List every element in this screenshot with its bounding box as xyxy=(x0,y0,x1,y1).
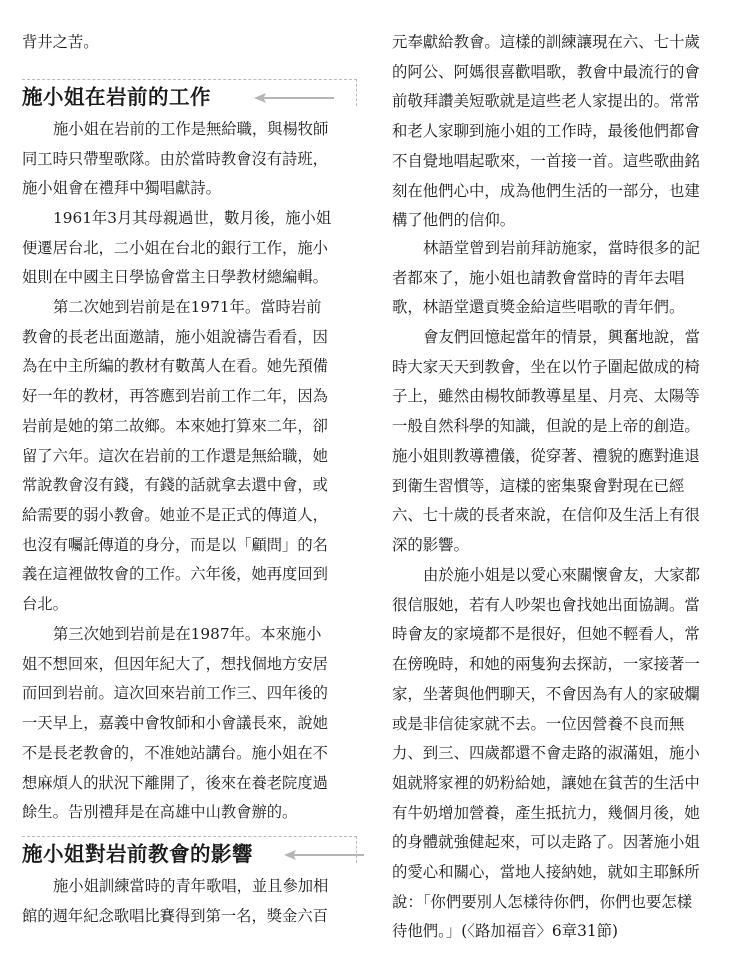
paragraph-line: 的愛心和關心，當地人接納她，就如主耶穌所 xyxy=(392,863,700,881)
paragraph-line: 第三次她到岩前是在1987年。本來施小 xyxy=(53,625,322,643)
paragraph-line: 義在這裡做牧會的工作。六年後，她再度回到 xyxy=(22,565,328,584)
paragraph-line: 的阿公、阿媽很喜歡唱歌，教會中最流行的會 xyxy=(392,62,700,81)
paragraph-line: 或是非信徒家就不去。一位因營養不良而無 xyxy=(392,714,685,733)
paragraph-line: 和老人家聊到施小姐的工作時，最後他們都會 xyxy=(392,122,700,141)
paragraph-line: 一般自然科學的知識，但說的是上帝的創造。 xyxy=(392,417,700,436)
paragraph-line: 深的影響。 xyxy=(392,535,469,554)
paragraph-line: 施小姐則教導禮儀，從穿著、禮貌的應對進退 xyxy=(392,446,700,465)
paragraph-line: 台北。 xyxy=(22,595,68,613)
paragraph-line: 餘生。告別禮拜是在高雄中山教會辦的。 xyxy=(22,803,298,822)
paragraph-line: 元奉獻給教會。這樣的訓練讓現在六、七十歲 xyxy=(392,33,700,51)
paragraph-line: 說：「你們要別人怎樣待你們，你們也要怎樣 xyxy=(392,892,693,911)
paragraph-line: 歌，林語堂還貢獎金給這些唱歌的青年們。 xyxy=(392,298,685,317)
paragraph-line: 岩前是她的第二故鄉。本來她打算來二年，卻 xyxy=(22,416,328,435)
paragraph-line: 時會友的家境都不是很好，但她不輕看人，常 xyxy=(392,625,700,644)
paragraph-line: 好一年的教材，再答應到岩前工作二年，因為 xyxy=(22,387,328,406)
section-heading-work: 施小姐在岩前的工作 xyxy=(22,85,211,109)
paragraph-line: 刻在他們心中，成為他們生活的一部分，也建 xyxy=(392,181,700,200)
paragraph-line: 子上，雖然由楊牧師教導星星、月亮、太陽等 xyxy=(392,387,700,406)
paragraph-line: 同工時只帶聖歌隊。由於當時教會沒有詩班， xyxy=(22,149,328,168)
paragraph-line: 待他們。」(〈路加福音〉6章31節) xyxy=(392,922,619,941)
paragraph-line: 想麻煩人的狀況下離開了，後來在養老院度過 xyxy=(22,773,328,792)
paragraph-line: 會友們回憶起當年的情景，興奮地說，當 xyxy=(423,328,701,346)
paragraph-line: 很信服她，若有人吵架也會找她出面協調。當 xyxy=(392,595,700,614)
arrow-left-icon xyxy=(254,92,334,104)
paragraph-line: 不是長老教會的，不准她站講台。施小姐在不 xyxy=(22,743,328,762)
paragraph-line: 姐則在中國主日學協會當主日學教材總編輯。 xyxy=(22,268,328,287)
paragraph-line: 留了六年。這次在岩前的工作還是無給職，她 xyxy=(22,446,328,465)
paragraph-line: 背井之苦。 xyxy=(22,33,99,51)
paragraph-line: 的身體就強健起來，可以走路了。因著施小姐 xyxy=(392,833,700,852)
paragraph-line: 施小姐訓練當時的青年歌唱，並且參加相 xyxy=(53,877,329,895)
paragraph-line: 1961年3月其母親過世，數月後，施小姐 xyxy=(53,209,332,227)
paragraph-line: 在傍晚時，和她的兩隻狗去探訪，一家接著一 xyxy=(392,655,700,674)
paragraph-line: 不自覺地唱起歌來，一首接一首。這些歌曲銘 xyxy=(392,151,700,170)
paragraph-line: 構了他們的信仰。 xyxy=(392,211,516,230)
paragraph-line: 家，坐著與他們聊天，不會因為有人的家破爛 xyxy=(392,684,700,703)
arrow-left-icon xyxy=(284,849,364,861)
paragraph-line: 者都來了，施小姐也請教會當時的青年去唱 xyxy=(392,268,685,287)
paragraph-line: 也沒有囑託傳道的身分，而是以「顧問」的名 xyxy=(22,535,328,554)
paragraph-line: 為在中主所編的教材有數萬人在看。她先預備 xyxy=(22,357,328,376)
paragraph-line: 姐就將家裡的奶粉給她，讓她在貧苦的生活中 xyxy=(392,773,700,792)
paragraph-line: 教會的長老出面邀請，施小姐說禱告看看，因 xyxy=(22,327,328,346)
paragraph-line: 常說教會沒有錢，有錢的話就拿去還中會，或 xyxy=(22,476,328,495)
paragraph-line: 施小姐在岩前的工作是無給職，與楊牧師 xyxy=(53,120,329,138)
paragraph-line: 而回到岩前。這次回來岩前工作三、四年後的 xyxy=(22,684,328,703)
paragraph-line: 力、到三、四歲都還不會走路的淑滿姐，施小 xyxy=(392,744,700,763)
paragraph-line: 時大家天天到教會，坐在以竹子圍起做成的椅 xyxy=(392,357,700,376)
paragraph-line: 給需要的弱小教會。她並不是正式的傳道人， xyxy=(22,505,328,524)
paragraph-line: 到衛生習慣等，這樣的密集聚會對現在已經 xyxy=(392,476,685,495)
paragraph-line: 前敬拜讚美短歌就是這些老人家提出的。常常 xyxy=(392,92,700,111)
section-heading-influence: 施小姐對岩前教會的影響 xyxy=(22,842,253,866)
paragraph-line: 由於施小姐是以愛心來關懷會友，大家都 xyxy=(423,566,701,584)
paragraph-line: 林語堂曾到岩前拜訪施家，當時很多的記 xyxy=(423,239,701,257)
paragraph-line: 六、七十歲的長者來說，在信仰及生活上有很 xyxy=(392,506,700,525)
paragraph-line: 施小姐會在禮拜中獨唱獻詩。 xyxy=(22,179,221,198)
paragraph-line: 有牛奶增加營養，產生抵抗力，幾個月後，她 xyxy=(392,803,700,822)
paragraph-line: 館的週年紀念歌唱比賽得到第一名，獎金六百 xyxy=(22,906,328,925)
paragraph-line: 姐不想回來，但因年紀大了，想找個地方安居 xyxy=(22,654,328,673)
paragraph-line: 一天早上，嘉義中會牧師和小會議長來，說她 xyxy=(22,714,328,733)
paragraph-line: 第二次她到岩前是在1971年。當時岩前 xyxy=(53,298,322,316)
paragraph-line: 便遷居台北，二小姐在台北的銀行工作，施小 xyxy=(22,238,328,257)
